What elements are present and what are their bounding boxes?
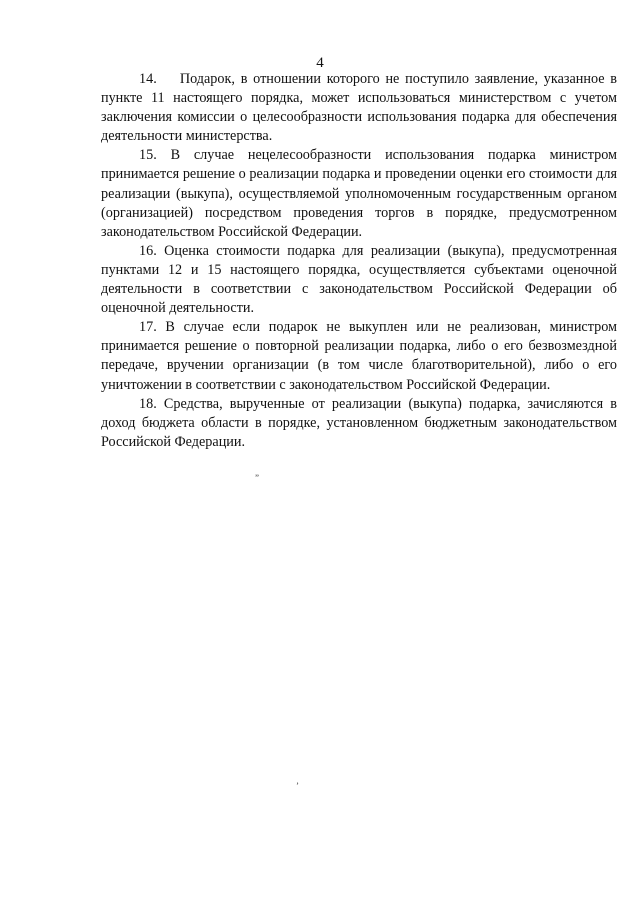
stray-mark: ʼ	[296, 781, 299, 791]
paragraph-14: 14. Подарок, в отношении которого не поступило заявление, указанное в пункте 11 настоящего порядка, может использоваться министерством с учетом заключения комиссии о целесообразности использования подарка для обеспечения деятельности министерства.	[101, 71, 617, 145]
document-body	[101, 70, 617, 452]
paragraph-15: 15. В случае нецелесообразности использования подарка министром принимается решение о реализации подарка и проведении оценки его стоимости для реализации (выкупа), осуществляемой уполномоченным государственным органом (организацией) посредством проведения торгов в порядке, предусмотренном законодательством Российской Федерации.	[101, 147, 617, 240]
paragraph-16: 16. Оценка стоимости подарка для реализации (выкупа), предусмотренная пунктами 12 и 15 настоящего порядка, осуществляется субъектами оценочной деятельности в соответствии с законодательством Российской Федерации об оценочной деятельности.	[101, 242, 617, 317]
page-number: 4	[316, 55, 324, 71]
stray-mark: ”	[255, 473, 259, 483]
paragraph-17: 17. В случае если подарок не выкуплен или не реализован, министром принимается решение о повторной реализации подарка, либо о его безвозмездной передаче, вручении организации (в том числе благотворительной), либо о его уничтожении в соответствии с законодательством Российской Федерации.	[101, 319, 617, 393]
paragraph-18: 18. Средства, вырученные от реализации (выкупа) подарка, зачисляются в доход бюджета области в порядке, установленном бюджетным законодательством Российской Федерации.	[101, 395, 617, 450]
